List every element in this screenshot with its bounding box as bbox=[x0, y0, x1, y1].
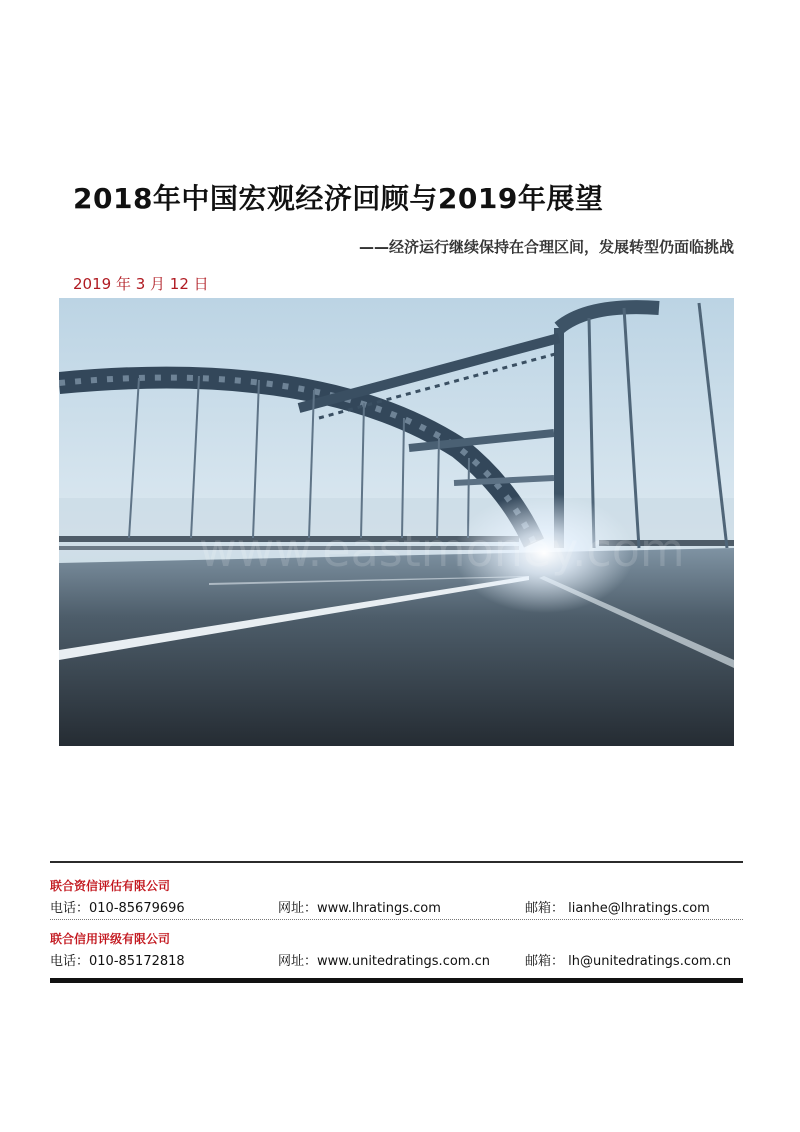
website-link[interactable]: 网址：www.lhratings.com bbox=[278, 901, 441, 916]
email-link[interactable]: 邮箱： lh@unitedratings.com.cn bbox=[525, 954, 732, 969]
email-link[interactable]: 邮箱： lianhe@lhratings.com bbox=[525, 901, 710, 916]
report-date: 2019 年 3 月 12 日 bbox=[73, 275, 209, 293]
company-block-1 bbox=[50, 863, 743, 919]
phone-text: 电话：010-85679696 bbox=[50, 901, 185, 916]
phone-text: 电话：010-85172818 bbox=[50, 954, 185, 969]
footer bbox=[50, 861, 743, 983]
watermark-text: www.eastmoney.com bbox=[199, 523, 685, 577]
footer-bottom-rule bbox=[50, 978, 743, 983]
page-subtitle: ——经济运行继续保持在合理区间，发展转型仍面临挑战 bbox=[358, 238, 734, 256]
page-title: 2018年中国宏观经济回顾与2019年展望 bbox=[73, 182, 604, 215]
company-name: 联合资信评估有限公司 bbox=[50, 879, 171, 893]
company-name: 联合信用评级有限公司 bbox=[50, 932, 171, 946]
bridge-photo-icon bbox=[59, 298, 734, 746]
company-block-2 bbox=[50, 920, 743, 976]
website-link[interactable]: 网址：www.unitedratings.com.cn bbox=[278, 954, 490, 969]
cover-image bbox=[59, 298, 734, 746]
